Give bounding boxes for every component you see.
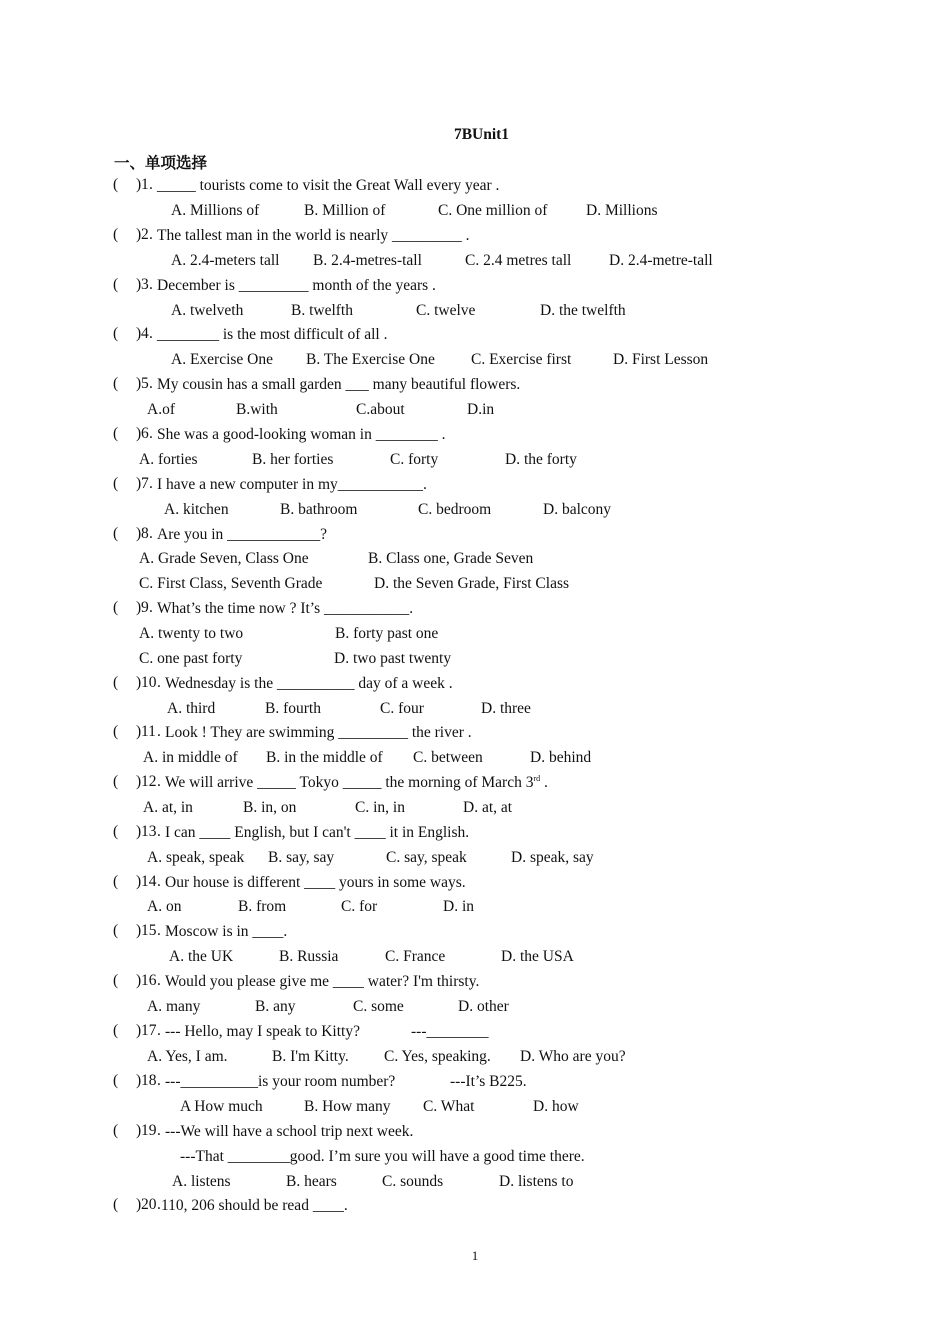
question-stem-reply: ---It’s B225.: [450, 1073, 527, 1090]
answer-blank-close: ): [136, 176, 142, 193]
answer-blank-open[interactable]: (: [113, 525, 119, 542]
answer-option[interactable]: C. forty: [390, 451, 439, 468]
answer-blank-close: ): [136, 674, 142, 691]
answer-blank-close: ): [136, 425, 142, 442]
question-number-dot: .: [157, 873, 161, 890]
answer-option[interactable]: D. the Seven Grade, First Class: [374, 575, 570, 592]
answer-blank-open[interactable]: (: [113, 1122, 119, 1139]
answer-option[interactable]: B. I'm Kitty.: [272, 1048, 349, 1065]
answer-blank-open[interactable]: (: [113, 475, 119, 492]
answer-option[interactable]: D. the twelfth: [540, 302, 626, 319]
answer-option[interactable]: D. the USA: [501, 948, 574, 965]
question-stem: She was a good-looking woman in ________ .: [157, 426, 446, 443]
answer-option[interactable]: D. other: [458, 998, 509, 1015]
answer-option[interactable]: B. How many: [304, 1098, 391, 1115]
answer-option[interactable]: A. many: [147, 998, 201, 1015]
question-number-dot: .: [157, 1022, 161, 1039]
answer-blank-open[interactable]: (: [113, 325, 119, 342]
answer-option[interactable]: B. from: [238, 898, 287, 915]
answer-option[interactable]: C. Yes, speaking.: [384, 1048, 491, 1065]
question-number-dot: .: [149, 525, 153, 542]
answer-option[interactable]: B. any: [255, 998, 296, 1015]
question-stem: Would you please give me ____ water? I'm thirsty.: [165, 973, 480, 990]
answer-option[interactable]: C. say, speak: [386, 849, 467, 866]
answer-blank-close: ): [136, 1122, 142, 1139]
answer-blank-open[interactable]: (: [113, 276, 119, 293]
question-stem: Our house is different ____ yours in some ways.: [165, 874, 466, 891]
answer-blank-open[interactable]: (: [113, 1072, 119, 1089]
answer-blank-open[interactable]: (: [113, 723, 119, 740]
question-stem-reply: ---________: [411, 1023, 489, 1040]
question-number: 8: [141, 525, 149, 542]
question-number: 20: [141, 1196, 157, 1213]
answer-option[interactable]: B. hears: [286, 1173, 337, 1190]
answer-option[interactable]: B. The Exercise One: [306, 351, 435, 368]
question-stem: Are you in ____________?: [157, 526, 328, 543]
answer-option[interactable]: C. First Class, Seventh Grade: [139, 575, 323, 592]
question-number-dot: .: [149, 599, 153, 616]
question-number-dot: .: [157, 1122, 161, 1139]
answer-blank-open[interactable]: (: [113, 176, 119, 193]
answer-blank-open[interactable]: (: [113, 922, 119, 939]
question-number: 12: [141, 773, 157, 790]
answer-blank-close: ): [136, 276, 142, 293]
answer-option[interactable]: B. bathroom: [280, 501, 358, 518]
answer-option[interactable]: D. at, at: [463, 799, 513, 816]
answer-option[interactable]: A. listens: [172, 1173, 231, 1190]
answer-option[interactable]: D. how: [533, 1098, 579, 1115]
question-number: 6: [141, 425, 149, 442]
question-number-dot: .: [157, 773, 161, 790]
question-number-dot: .: [157, 972, 161, 989]
question-stem: Look ! They are swimming _________ the river .: [165, 724, 472, 741]
question-number: 9: [141, 599, 149, 616]
answer-blank-close: ): [136, 1072, 142, 1089]
answer-option[interactable]: D. two past twenty: [334, 650, 452, 667]
question-number: 15: [141, 922, 157, 939]
answer-blank-open[interactable]: (: [113, 599, 119, 616]
stem-text-end: .: [540, 774, 548, 791]
answer-option[interactable]: C. between: [413, 749, 483, 766]
section-heading: 一、单项选择: [114, 155, 208, 172]
answer-option[interactable]: C. in, in: [355, 799, 405, 816]
question-number: 5: [141, 375, 149, 392]
answer-option[interactable]: C. Exercise first: [471, 351, 572, 368]
answer-blank-close: ): [136, 525, 142, 542]
question-stem: December is _________ month of the years .: [157, 277, 436, 294]
answer-blank-close: ): [136, 475, 142, 492]
question-number-dot: .: [149, 176, 153, 193]
answer-blank-open[interactable]: (: [113, 1196, 119, 1213]
answer-option[interactable]: D. First Lesson: [613, 351, 709, 368]
question-stem: The tallest man in the world is nearly _________ .: [157, 227, 470, 244]
question-number-dot: .: [149, 276, 153, 293]
answer-option[interactable]: A. on: [147, 898, 182, 915]
answer-option[interactable]: A. 2.4-meters tall: [171, 252, 280, 269]
answer-blank-open[interactable]: (: [113, 375, 119, 392]
answer-option[interactable]: C. 2.4 metres tall: [465, 252, 572, 269]
answer-option[interactable]: C. France: [385, 948, 446, 965]
answer-option[interactable]: A. forties: [139, 451, 198, 468]
answer-option[interactable]: B. her forties: [252, 451, 334, 468]
answer-blank-close: ): [136, 773, 142, 790]
answer-option[interactable]: A. kitchen: [164, 501, 229, 518]
answer-blank-close: ): [136, 375, 142, 392]
answer-option[interactable]: D. behind: [530, 749, 592, 766]
answer-blank-open[interactable]: (: [113, 674, 119, 691]
page-number: 1: [471, 1248, 479, 1263]
answer-option[interactable]: A. in middle of: [143, 749, 238, 766]
question-number: 2: [141, 226, 149, 243]
answer-option[interactable]: D. listens to: [499, 1173, 574, 1190]
answer-option[interactable]: C.about: [356, 401, 405, 418]
question-number-dot: .: [157, 674, 161, 691]
answer-option[interactable]: A. the UK: [169, 948, 234, 965]
answer-option[interactable]: D. three: [481, 700, 531, 717]
question-stem: ---We will have a school trip next week.: [165, 1123, 414, 1140]
answer-blank-open[interactable]: (: [113, 823, 119, 840]
answer-option[interactable]: A. third: [167, 700, 216, 717]
answer-option[interactable]: A. speak, speak: [147, 849, 245, 866]
question-stem: What’s the time now ? It’s ___________.: [157, 600, 414, 617]
answer-option[interactable]: B. Million of: [304, 202, 386, 219]
answer-blank-close: ): [136, 1022, 142, 1039]
question-number: 11: [141, 723, 156, 740]
answer-option[interactable]: D. speak, say: [511, 849, 594, 866]
question-stem: ________ is the most difficult of all .: [157, 326, 388, 343]
answer-blank-open[interactable]: (: [113, 972, 119, 989]
question-stem: Moscow is in ____.: [165, 923, 288, 940]
answer-option[interactable]: A.of: [147, 401, 175, 418]
answer-option[interactable]: B. 2.4-metres-tall: [313, 252, 422, 269]
answer-blank-open[interactable]: (: [113, 773, 119, 790]
question-stem: 110, 206 should be read ____.: [161, 1197, 348, 1214]
answer-option[interactable]: B.with: [236, 401, 278, 418]
question-stem: ---__________is your room number?: [165, 1073, 396, 1090]
question-stem: My cousin has a small garden ___ many beautiful flowers.: [157, 376, 521, 393]
answer-option[interactable]: B. forty past one: [335, 625, 439, 642]
question-number: 18: [141, 1072, 157, 1089]
question-number: 7: [141, 475, 149, 492]
answer-option[interactable]: C. some: [353, 998, 404, 1015]
question-number-dot: .: [157, 823, 161, 840]
question-number: 14: [141, 873, 157, 890]
question-number-dot: .: [149, 375, 153, 392]
question-number-dot: .: [149, 475, 153, 492]
answer-blank-open[interactable]: (: [113, 1022, 119, 1039]
answer-blank-open[interactable]: (: [113, 226, 119, 243]
question-number-dot: .: [157, 723, 161, 740]
answer-blank-close: ): [136, 922, 142, 939]
question-stem: I can ____ English, but I can't ____ it in English.: [165, 824, 470, 841]
question-number: 10: [141, 674, 157, 691]
answer-option[interactable]: A. at, in: [143, 799, 193, 816]
stem-superscript: rd: [533, 773, 541, 783]
answer-option[interactable]: A. Millions of: [171, 202, 260, 219]
question-number: 13: [141, 823, 157, 840]
answer-option[interactable]: B. say, say: [268, 849, 335, 866]
answer-option[interactable]: D. the forty: [505, 451, 577, 468]
answer-blank-close: ): [136, 325, 142, 342]
answer-option[interactable]: C. twelve: [416, 302, 476, 319]
answer-option[interactable]: A. Grade Seven, Class One: [139, 550, 309, 567]
question-number: 19: [141, 1122, 157, 1139]
question-number-dot: .: [149, 425, 153, 442]
stem-text: We will arrive _____ Tokyo _____ the morning of March 3: [165, 774, 534, 791]
question-number-dot: .: [157, 1072, 161, 1089]
answer-blank-close: ): [136, 972, 142, 989]
question-number-dot: .: [149, 226, 153, 243]
answer-blank-close: ): [136, 873, 142, 890]
question-stem: _____ tourists come to visit the Great Wall every year .: [157, 177, 500, 194]
answer-option[interactable]: C. for: [341, 898, 378, 915]
question-stem: Wednesday is the __________ day of a week .: [165, 675, 453, 692]
answer-option[interactable]: C. sounds: [382, 1173, 444, 1190]
answer-blank-close: ): [136, 599, 142, 616]
question-number-dot: .: [157, 1196, 161, 1213]
question-number: 3: [141, 276, 149, 293]
answer-option[interactable]: A. Exercise One: [171, 351, 273, 368]
answer-blank-open[interactable]: (: [113, 425, 119, 442]
page-title: 7BUnit1: [453, 126, 510, 143]
question-number: 1: [141, 176, 149, 193]
answer-option[interactable]: B. Class one, Grade Seven: [368, 550, 534, 567]
answer-option[interactable]: D. Who are you?: [520, 1048, 626, 1065]
answer-option[interactable]: B. fourth: [265, 700, 321, 717]
answer-option[interactable]: D. 2.4-metre-tall: [609, 252, 713, 269]
question-stem-reply: ---That ________good. I’m sure you will have a good time there.: [180, 1148, 585, 1165]
question-number-dot: .: [149, 325, 153, 342]
answer-option[interactable]: D.in: [467, 401, 495, 418]
answer-option[interactable]: C. four: [380, 700, 424, 717]
answer-blank-close: ): [136, 1196, 142, 1213]
answer-blank-close: ): [136, 723, 142, 740]
answer-blank-close: ): [136, 823, 142, 840]
answer-option[interactable]: C. one past forty: [139, 650, 243, 667]
answer-blank-open[interactable]: (: [113, 873, 119, 890]
answer-option[interactable]: C. What: [423, 1098, 475, 1115]
answer-option[interactable]: D. balcony: [543, 501, 612, 518]
answer-option[interactable]: C. bedroom: [418, 501, 492, 518]
question-stem: --- Hello, may I speak to Kitty?: [165, 1023, 360, 1040]
question-stem: [165, 773, 548, 793]
question-number: 16: [141, 972, 157, 989]
answer-option[interactable]: A. twelveth: [171, 302, 244, 319]
answer-option[interactable]: C. One million of: [438, 202, 548, 219]
answer-option[interactable]: B. twelfth: [291, 302, 353, 319]
question-number: 4: [141, 325, 149, 342]
answer-option[interactable]: D. Millions: [586, 202, 658, 219]
answer-option[interactable]: B. Russia: [279, 948, 339, 965]
question-number-dot: .: [157, 922, 161, 939]
answer-option[interactable]: B. in, on: [243, 799, 297, 816]
answer-blank-close: ): [136, 226, 142, 243]
question-number: 17: [141, 1022, 157, 1039]
question-stem: I have a new computer in my___________.: [157, 476, 427, 493]
answer-option[interactable]: D. in: [443, 898, 474, 915]
answer-option[interactable]: B. in the middle of: [266, 749, 383, 766]
answer-option[interactable]: A How much: [180, 1098, 263, 1115]
answer-option[interactable]: A. Yes, I am.: [147, 1048, 228, 1065]
answer-option[interactable]: A. twenty to two: [139, 625, 244, 642]
